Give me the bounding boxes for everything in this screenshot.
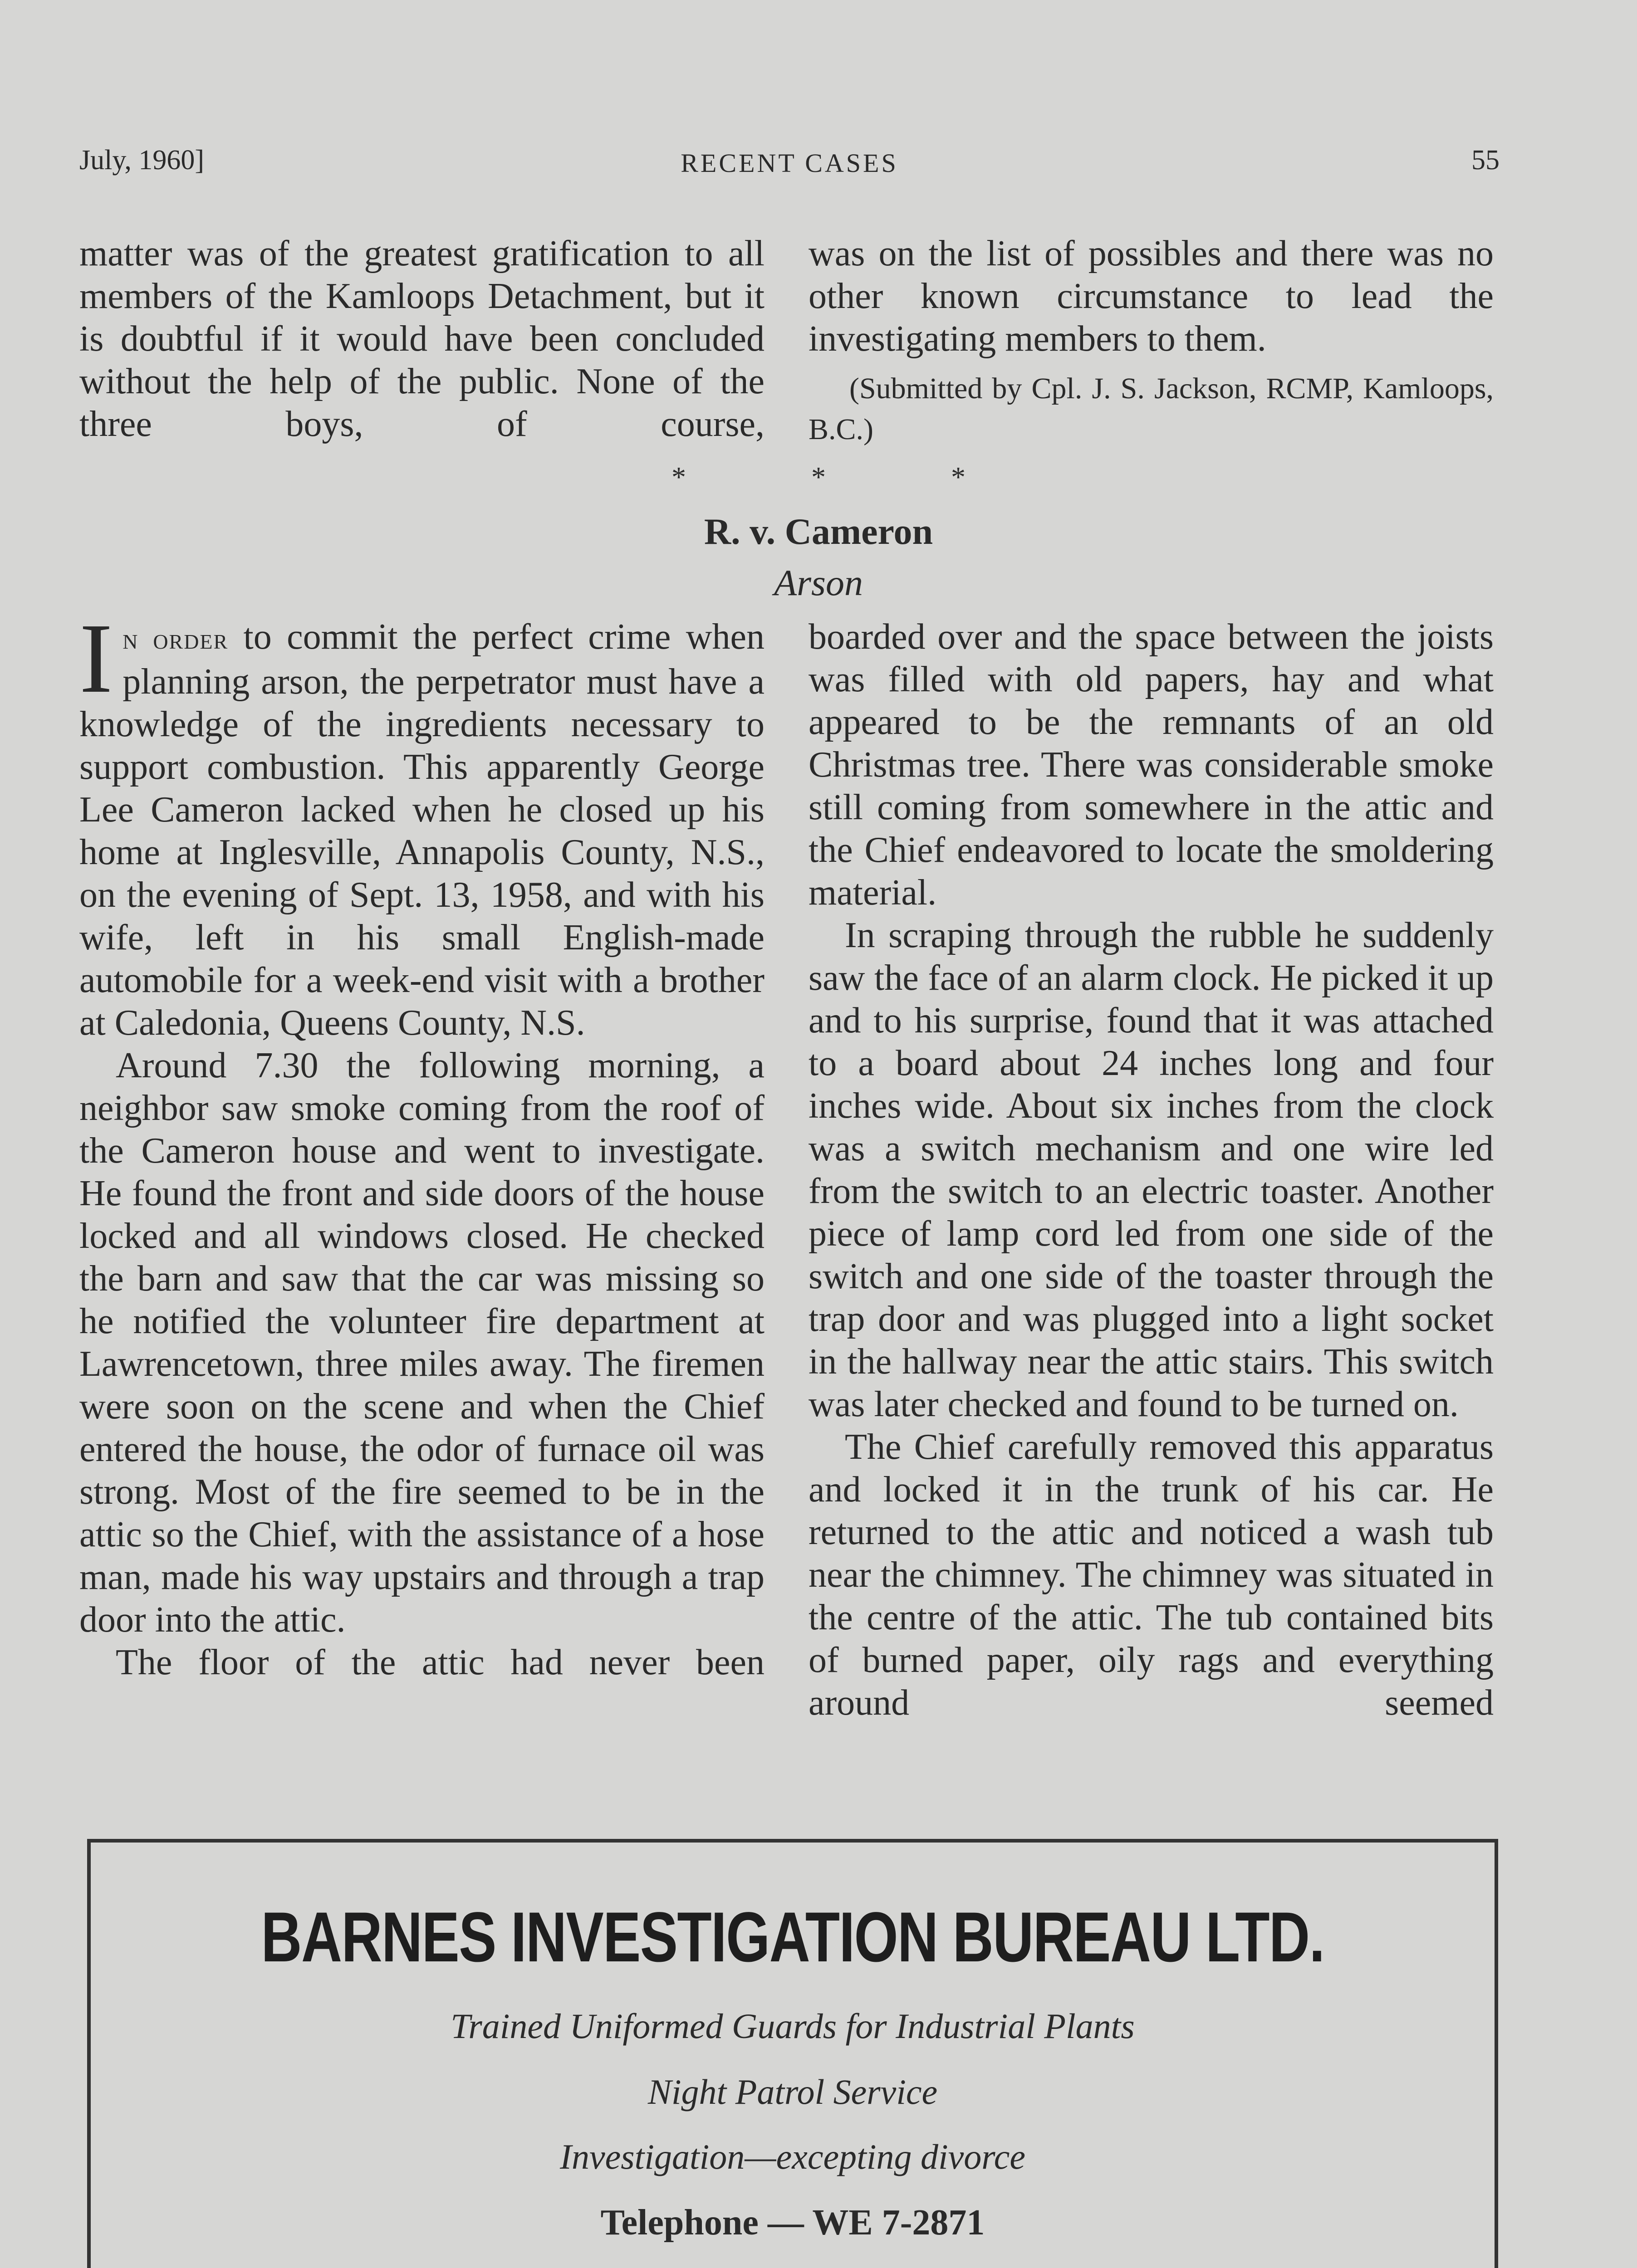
separator-star: * [951,461,966,493]
drop-cap: I [79,603,113,714]
ad-service-line: Investigation—excepting divorce [560,2137,1025,2176]
article-right-column [809,616,1494,1724]
case-subtitle: Arson [774,562,863,603]
article-paragraph: In scraping through the rubble he suddenly saw the face of an alarm clock. He picked it up and to his surprise, found that it was attached to a board about 24 inches long and four inches wide. About six inches from the clock was a switch mechanism and one wire led from the switch to an electric toaster. Another piece of lamp cord led from one side of the switch and one side of the toaster through the trap door and was plugged into a light socket in the hallway near the attic stairs. This switch was later checked and found to be turned on. [809,915,1494,1424]
page-number: 55 [1471,145,1500,176]
prev-case-text-left: matter was of the greatest gratification to all members of the Kamloops Detachment, but it is doubtful if it would have been concluded without the help of the public. None of the three boys, of course, [79,234,765,444]
submitted-by: (Submitted by Cpl. J. S. Jackson, RCMP, Kamloops, B.C.) [809,372,1494,446]
article-paragraph: The floor of the attic had never been [116,1642,765,1682]
section-separator [0,460,1637,494]
case-title: R. v. Cameron [704,511,933,552]
article-left-column [79,603,765,1684]
paragraph-text: to commit the perfect crime when planning arson, the perpetrator must have a knowledge of the ingredients necessary to support combustion. This apparently George Lee Cameron lacked when he closed up his home at Inglesville, Annapolis County, N.S., on the evening of Sept. 13, 1958, and with his wife, left in his small English-made automobile for a week-end visit with a brother at Caledonia, Queens County, N.S. [79,617,765,1043]
article-paragraph [79,603,765,1044]
separator-star: * [671,461,686,493]
header-date: July, 1960] [79,145,204,176]
ad-service-line: Night Patrol Service [647,2072,938,2112]
ad-telephone: Telephone — WE 7-2871 [600,2203,985,2243]
article-paragraph: Around 7.30 the following morning, a neighbor saw smoke coming from the roof of the Cameron house and went to investigate. He found the front and side doors of the house locked and all windows closed. He checked the barn and saw that the car was missing so he notified the volunteer fire department at Lawrencetown, three miles away. The firemen were soon on the scene and when the Chief entered the house, the odor of furnace oil was strong. Most of the fire seemed to be in the attic so the Chief, with the assistance of a hose man, made his way upstairs and through a trap door into the attic. [79,1046,765,1640]
lead-small-caps: n order [123,622,229,655]
article-paragraph: The Chief carefully removed this apparatus and locked it in the trunk of his car. He returned to the attic and noticed a wash tub near the chimney. The chimney was situated in the centre of the attic. The tub contained bits of burned paper, oily rags and everything around seemed [809,1427,1494,1723]
prev-case-text-right: was on the list of possibles and there was no other known circumstance to lead the investigating members to them. [809,234,1494,359]
prev-case-left-column [79,232,765,445]
advertisement-box [87,1839,1498,2268]
prev-case-right-column [809,232,1494,450]
ad-service-line: Trained Uniformed Guards for Industrial Plants [451,2006,1135,2046]
separator-star: * [811,461,826,493]
article-paragraph: boarded over and the space between the joists was filled with old papers, hay and what appeared to be the remnants of an old Christmas tree. There was considerable smoke still coming from somewhere in the attic and the Chief endeavored to locate the smoldering material. [809,617,1494,913]
ad-company-name: BARNES INVESTIGATION BUREAU LTD. [261,1898,1324,1977]
header-section: RECENT CASES [681,148,898,178]
running-header [79,144,1500,181]
